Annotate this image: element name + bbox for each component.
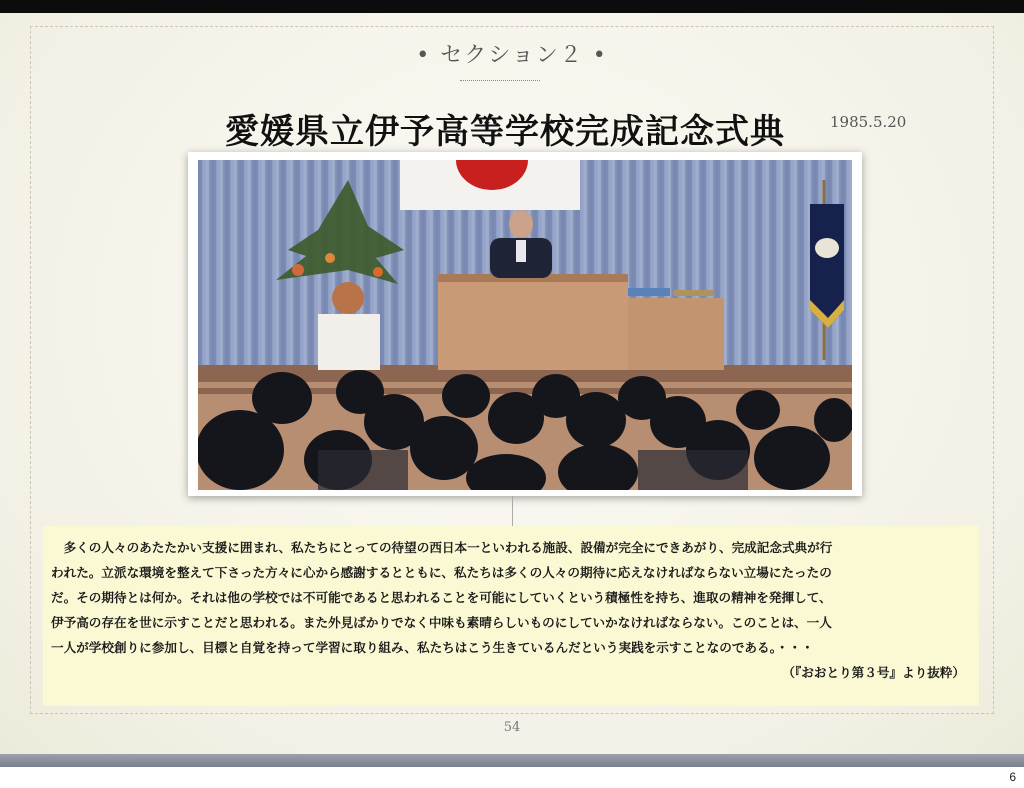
page-title: 愛媛県立伊予高等学校完成記念式典: [225, 112, 785, 152]
body-line: だ。その期待とは何か。それは他の学校では不可能であると思われることを可能にしていくという積極性を持ち、進取の精神を発揮して、: [51, 590, 832, 605]
body-line: 多くの人々のあたたかい支援に囲まれ、私たちにとっての待望の西日本一といわれる施設、設備が完全にできあがり、完成記念式典が行: [51, 540, 833, 555]
flower-vase: [332, 282, 364, 314]
body-textbox: [43, 526, 979, 706]
connector-line: [512, 496, 513, 526]
top-bar: [0, 0, 1024, 13]
body-line: われた。立派な環境を整えて下さった方々に心から感謝するとともに、私たちは多くの人々の期待に応えなければならない立場にたったの: [51, 565, 832, 580]
date-label: 1985.5.20: [830, 113, 907, 131]
flower-stand: [318, 314, 380, 370]
photo-frame: [188, 152, 862, 496]
source-citation: （『おおとり第３号』より抜粋）: [782, 665, 965, 680]
body-line: 伊予高の存在を世に示すことだと思われる。また外見ばかりでなく中味も素晴らしいものにしていかなければならない。このことは、一人: [51, 615, 832, 630]
section-divider: [460, 80, 540, 81]
podium: [438, 274, 628, 370]
ceremony-photo: [198, 160, 852, 490]
body-paragraph: [51, 535, 973, 660]
page-number: 54: [503, 720, 521, 735]
body-line: 一人が学校創りに参加し、目標と自覚を持って学習に取り組み、私たちはこう生きているんだという実践を示すことなのである。・・・: [51, 640, 814, 655]
section-label: • セクション２ •: [416, 43, 608, 68]
bottom-bar: [0, 754, 1024, 767]
slide-number: 6: [1009, 770, 1016, 784]
